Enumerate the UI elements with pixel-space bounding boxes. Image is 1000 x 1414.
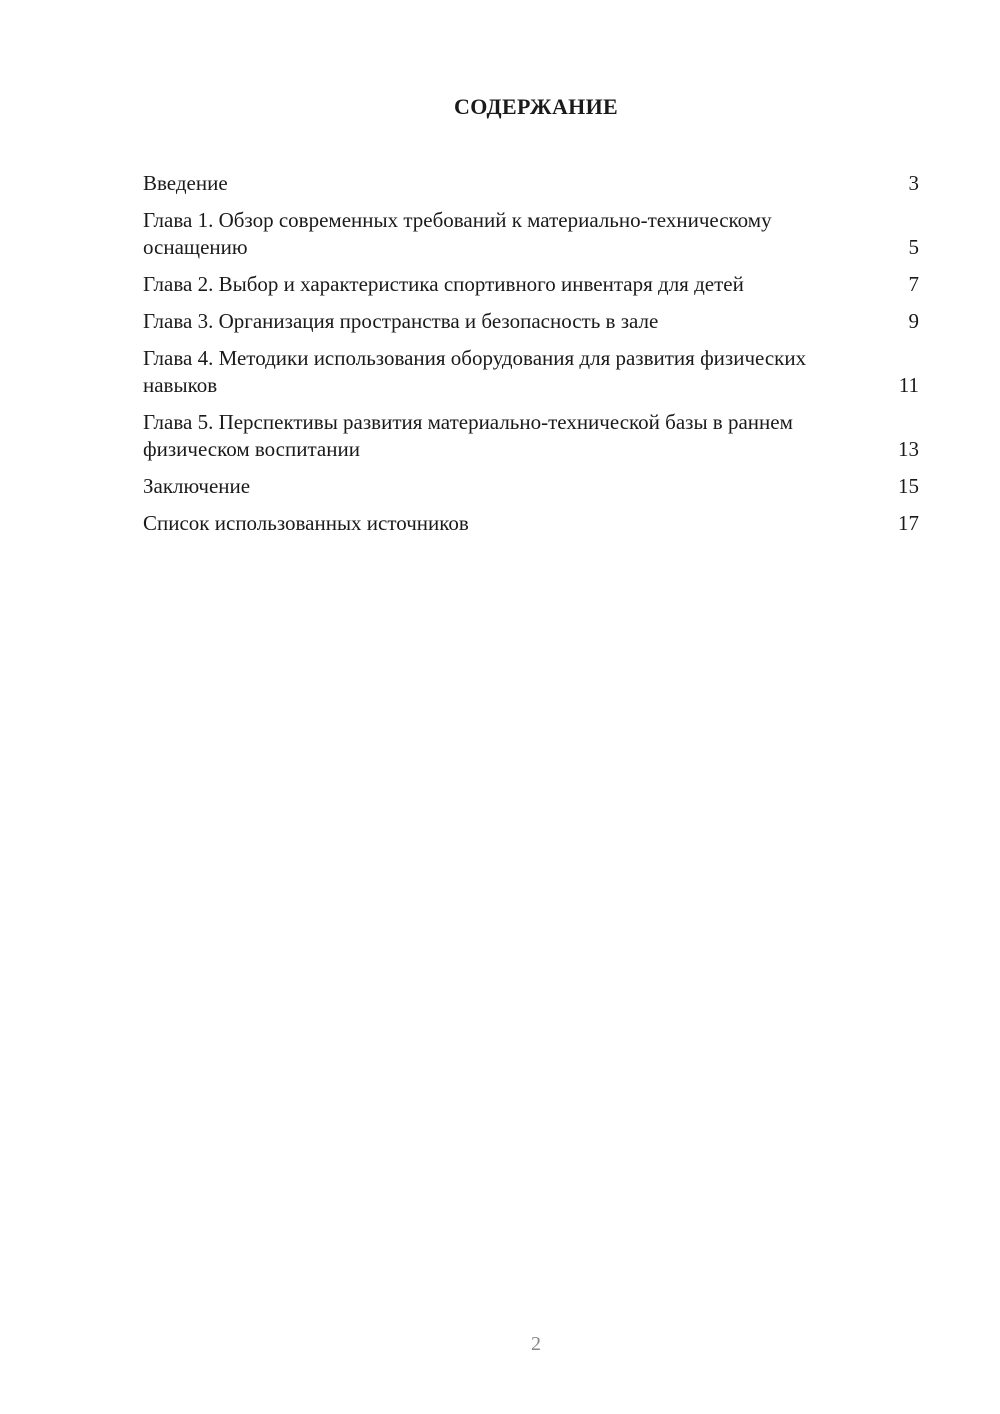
toc-entry-chapter-2 <box>143 271 919 298</box>
toc-entry-text: Введение <box>143 171 228 195</box>
page-number: 2 <box>531 1333 541 1355</box>
toc-entry-chapter-4 <box>143 345 919 399</box>
toc-title: СОДЕРЖАНИЕ <box>454 94 618 119</box>
toc-entry-page: 13 <box>898 437 919 461</box>
toc-entry-page: 11 <box>898 373 919 397</box>
toc-entry-conclusion <box>143 473 919 500</box>
toc-entry-text: Глава 1. Обзор современных требований к материально-техническому оснащению <box>143 208 772 259</box>
toc-entry-text: Глава 4. Методики использования оборудования для развития физических навыков <box>143 346 807 397</box>
toc-entry-text: Список использованных источников <box>143 511 469 535</box>
toc-list <box>143 170 919 547</box>
toc-entry-text: Глава 2. Выбор и характеристика спортивного инвентаря для детей <box>143 272 744 296</box>
toc-entry-text: Заключение <box>143 474 251 498</box>
toc-entry-page: 17 <box>898 511 919 535</box>
toc-entry-chapter-5 <box>143 409 919 463</box>
toc-entry-introduction <box>143 170 919 197</box>
toc-entry-chapter-1 <box>143 207 919 261</box>
toc-entry-page: 9 <box>908 309 919 333</box>
toc-entry-references <box>143 510 919 537</box>
toc-entry-page: 15 <box>898 474 919 498</box>
toc-entry-text: Глава 3. Организация пространства и безопасность в зале <box>143 309 659 333</box>
toc-entry-page: 7 <box>908 272 919 296</box>
toc-entry-page: 5 <box>908 235 919 259</box>
toc-entry-page: 3 <box>908 171 919 195</box>
toc-entry-text: Глава 5. Перспективы развития материально-технической базы в раннем физическом воспитании <box>143 410 793 461</box>
toc-entry-chapter-3 <box>143 308 919 335</box>
